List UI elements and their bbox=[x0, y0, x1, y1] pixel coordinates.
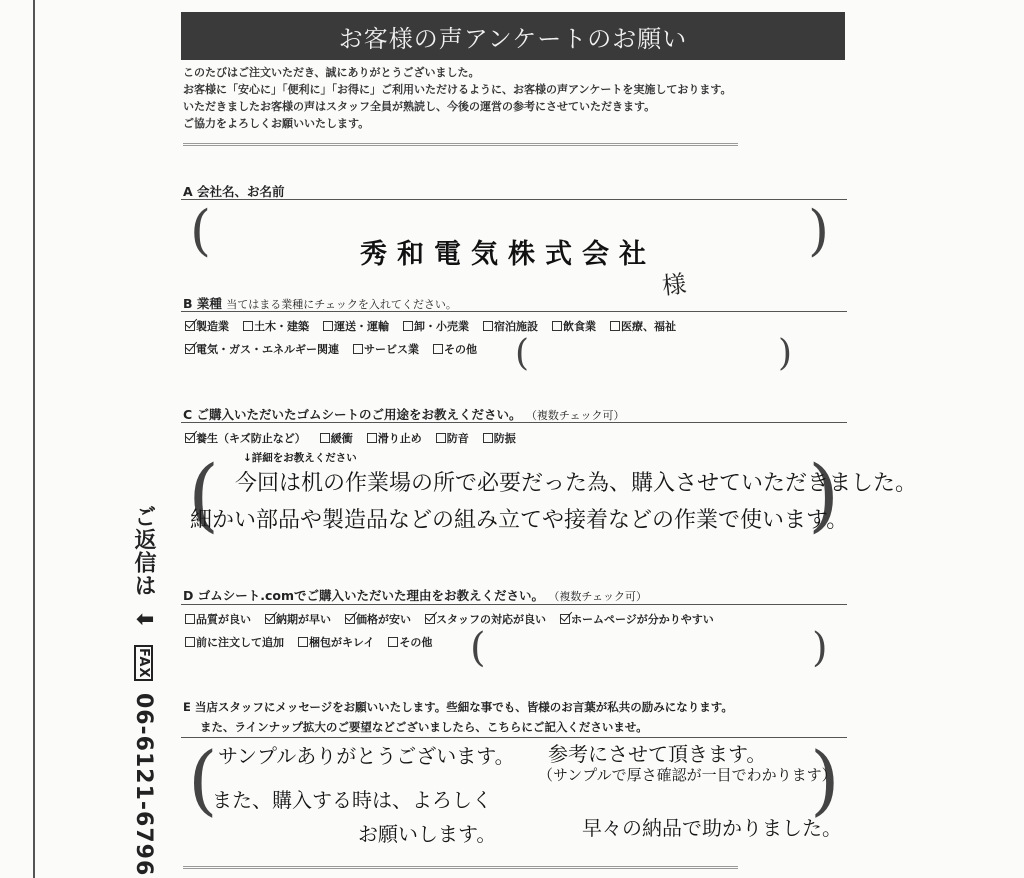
usage-answer-line1[interactable]: 今回は机の作業場の所で必要だった為、購入させていただきました。 bbox=[235, 471, 918, 496]
message-line6[interactable]: 早々の納品で助かりました。 bbox=[582, 816, 842, 840]
option-label: 土木・建築 bbox=[254, 320, 309, 333]
option-label: その他 bbox=[444, 343, 477, 356]
checkbox-icon[interactable] bbox=[298, 637, 308, 647]
option-item[interactable] bbox=[388, 634, 432, 650]
left-bracket: ( bbox=[188, 448, 220, 541]
checkbox-icon[interactable] bbox=[552, 321, 562, 331]
option-label: 滑り止め bbox=[377, 432, 422, 445]
section-e-subheading: また、ラインナップ拡大のご要望などございましたら、こちらにご記入くださいませ。 bbox=[200, 720, 648, 734]
checkbox-icon[interactable] bbox=[367, 433, 377, 443]
option-label: 品質が良い bbox=[196, 613, 251, 626]
option-label: 飲食業 bbox=[563, 320, 596, 333]
option-item[interactable] bbox=[367, 430, 422, 446]
option-label: 宿泊施設 bbox=[494, 320, 538, 333]
option-item[interactable] bbox=[560, 611, 714, 627]
checked-box-icon[interactable] bbox=[185, 433, 195, 443]
divider bbox=[183, 143, 738, 146]
option-item[interactable] bbox=[323, 318, 389, 334]
right-bracket: ) bbox=[808, 448, 840, 541]
checkbox-icon[interactable] bbox=[320, 433, 330, 443]
right-bracket: ) bbox=[808, 199, 830, 262]
option-label: 製造業 bbox=[196, 320, 229, 333]
section-a-heading: A 会社名、お名前 bbox=[183, 184, 285, 199]
checked-box-icon[interactable] bbox=[560, 614, 570, 624]
intro-line: このたびはご注文いただき、誠にありがとうございました。 bbox=[183, 66, 480, 79]
fax-icon: FAX bbox=[134, 645, 153, 681]
section-rule bbox=[181, 422, 847, 423]
page-edge-line bbox=[33, 0, 35, 878]
section-d-heading bbox=[183, 586, 647, 604]
option-label: 梱包がキレイ bbox=[309, 636, 375, 649]
right-bracket: ) bbox=[810, 735, 840, 824]
section-rule bbox=[181, 199, 847, 200]
intro-line: お客様に「安心に」「便利に」「お得に」ご利用いただけるように、お客様の声アンケートを実施しております。 bbox=[183, 83, 732, 96]
option-label: ホームページが分かりやすい bbox=[571, 613, 714, 626]
message-line4[interactable]: また、購入する時は、よろしく bbox=[212, 788, 492, 812]
option-item[interactable] bbox=[185, 634, 284, 650]
reply-label: ご返信は bbox=[131, 505, 156, 597]
reason-options-row2 bbox=[185, 634, 432, 650]
option-item[interactable] bbox=[552, 318, 596, 334]
left-bracket: ( bbox=[188, 735, 218, 824]
right-bracket: ) bbox=[778, 333, 793, 374]
option-label: 養生（キズ防止など） bbox=[196, 432, 306, 445]
checkbox-icon[interactable] bbox=[185, 637, 195, 647]
checkbox-icon[interactable] bbox=[436, 433, 446, 443]
option-label: 卸・小売業 bbox=[414, 320, 469, 333]
option-item[interactable] bbox=[298, 634, 374, 650]
down-arrow-icon: ⬇ bbox=[131, 609, 156, 630]
option-item[interactable] bbox=[185, 611, 251, 627]
message-line1[interactable]: サンプルありがとうございます。 bbox=[218, 744, 515, 768]
checked-box-icon[interactable] bbox=[345, 614, 355, 624]
option-item[interactable] bbox=[320, 430, 353, 446]
option-label: 運送・運輸 bbox=[334, 320, 389, 333]
industry-options-row1 bbox=[185, 318, 676, 334]
checkbox-icon[interactable] bbox=[323, 321, 333, 331]
checked-box-icon[interactable] bbox=[185, 344, 195, 354]
industry-options-row2 bbox=[185, 341, 477, 357]
option-label: サービス業 bbox=[364, 343, 419, 356]
option-item[interactable] bbox=[265, 611, 331, 627]
intro-text bbox=[183, 64, 843, 132]
option-item[interactable] bbox=[403, 318, 469, 334]
checkbox-icon[interactable] bbox=[433, 344, 443, 354]
section-c-hint: （複数チェック可） bbox=[525, 409, 625, 422]
option-item[interactable] bbox=[483, 430, 516, 446]
checkbox-icon[interactable] bbox=[483, 321, 493, 331]
section-rule bbox=[181, 604, 847, 605]
reason-options-row1 bbox=[185, 611, 714, 627]
checkbox-icon[interactable] bbox=[483, 433, 493, 443]
option-item[interactable] bbox=[433, 341, 477, 357]
form-title: お客様の声アンケートのお願い bbox=[181, 12, 845, 60]
section-d-title: D ゴムシート.comでご購入いただいた理由をお教えください。 bbox=[183, 588, 544, 603]
checkbox-icon[interactable] bbox=[388, 637, 398, 647]
checkbox-icon[interactable] bbox=[243, 321, 253, 331]
section-rule bbox=[181, 311, 847, 312]
section-b-hint: 当てはまる業種にチェックを入れてください。 bbox=[226, 298, 457, 311]
option-label: 電気・ガス・エネルギー関連 bbox=[196, 343, 339, 356]
option-label: 防振 bbox=[493, 432, 516, 445]
checked-box-icon[interactable] bbox=[265, 614, 275, 624]
section-e-heading: E 当店スタッフにメッセージをお願いいたします。些細な事でも、皆様のお言葉が私共の励みになります。 bbox=[183, 700, 733, 714]
usage-answer-line2[interactable]: 細かい部品や製造品などの組み立てや接着などの作業で使います。 bbox=[190, 508, 849, 533]
section-b-heading bbox=[183, 294, 457, 312]
intro-line: いただきましたお客様の声はスタッフ全員が熟読し、今後の運営の参考にさせていただきます。 bbox=[183, 100, 656, 113]
company-name[interactable]: 秀和電気株式会社 bbox=[360, 239, 656, 270]
option-label: 価格が安い bbox=[356, 613, 411, 626]
option-label: スタッフの対応が良い bbox=[436, 613, 546, 626]
fax-number: 06-6121-6796 bbox=[131, 692, 156, 877]
option-item[interactable] bbox=[353, 341, 419, 357]
section-c-heading bbox=[183, 405, 625, 423]
option-item[interactable] bbox=[610, 318, 676, 334]
message-line5[interactable]: お願いします。 bbox=[358, 822, 497, 846]
option-item[interactable] bbox=[345, 611, 411, 627]
option-item[interactable] bbox=[185, 318, 229, 334]
usage-options bbox=[185, 430, 516, 446]
reply-fax-column bbox=[128, 505, 156, 877]
honorific: 様 bbox=[660, 269, 688, 301]
checkbox-icon[interactable] bbox=[403, 321, 413, 331]
option-item[interactable] bbox=[243, 318, 309, 334]
reply-fax-text bbox=[128, 505, 159, 876]
intro-line: ご協力をよろしくお願いいたします。 bbox=[183, 117, 370, 130]
option-item[interactable] bbox=[185, 341, 339, 357]
section-d-hint: （複数チェック可） bbox=[548, 590, 648, 603]
checked-box-icon[interactable] bbox=[185, 321, 195, 331]
detail-label: ↓詳細をお教えください bbox=[243, 452, 357, 464]
option-label: 納期が早い bbox=[276, 613, 331, 626]
checkbox-icon[interactable] bbox=[610, 321, 620, 331]
message-line2[interactable]: 参考にさせて頂きます。 bbox=[548, 742, 767, 766]
right-bracket: ) bbox=[812, 625, 828, 671]
option-label: その他 bbox=[399, 636, 433, 649]
message-line3[interactable]: （サンプルで厚さ確認が一目でわかります） bbox=[538, 766, 837, 784]
checkbox-icon[interactable] bbox=[353, 344, 363, 354]
checkbox-icon[interactable] bbox=[185, 614, 195, 624]
option-label: 防音 bbox=[446, 432, 469, 445]
section-c-title: C ご購入いただいたゴムシートのご用途をお教えください。 bbox=[183, 407, 522, 422]
left-bracket: ( bbox=[470, 625, 486, 671]
option-label: 前に注文して追加 bbox=[196, 636, 284, 649]
option-label: 緩衝 bbox=[330, 432, 353, 445]
option-item[interactable] bbox=[436, 430, 469, 446]
section-b-title: B 業種 bbox=[183, 296, 222, 311]
left-bracket: ( bbox=[515, 333, 530, 374]
divider bbox=[183, 866, 738, 869]
option-label: 医療、福祉 bbox=[621, 320, 676, 333]
checked-box-icon[interactable] bbox=[425, 614, 435, 624]
left-bracket: ( bbox=[190, 199, 212, 262]
option-item[interactable] bbox=[483, 318, 538, 334]
option-item[interactable] bbox=[185, 430, 306, 446]
